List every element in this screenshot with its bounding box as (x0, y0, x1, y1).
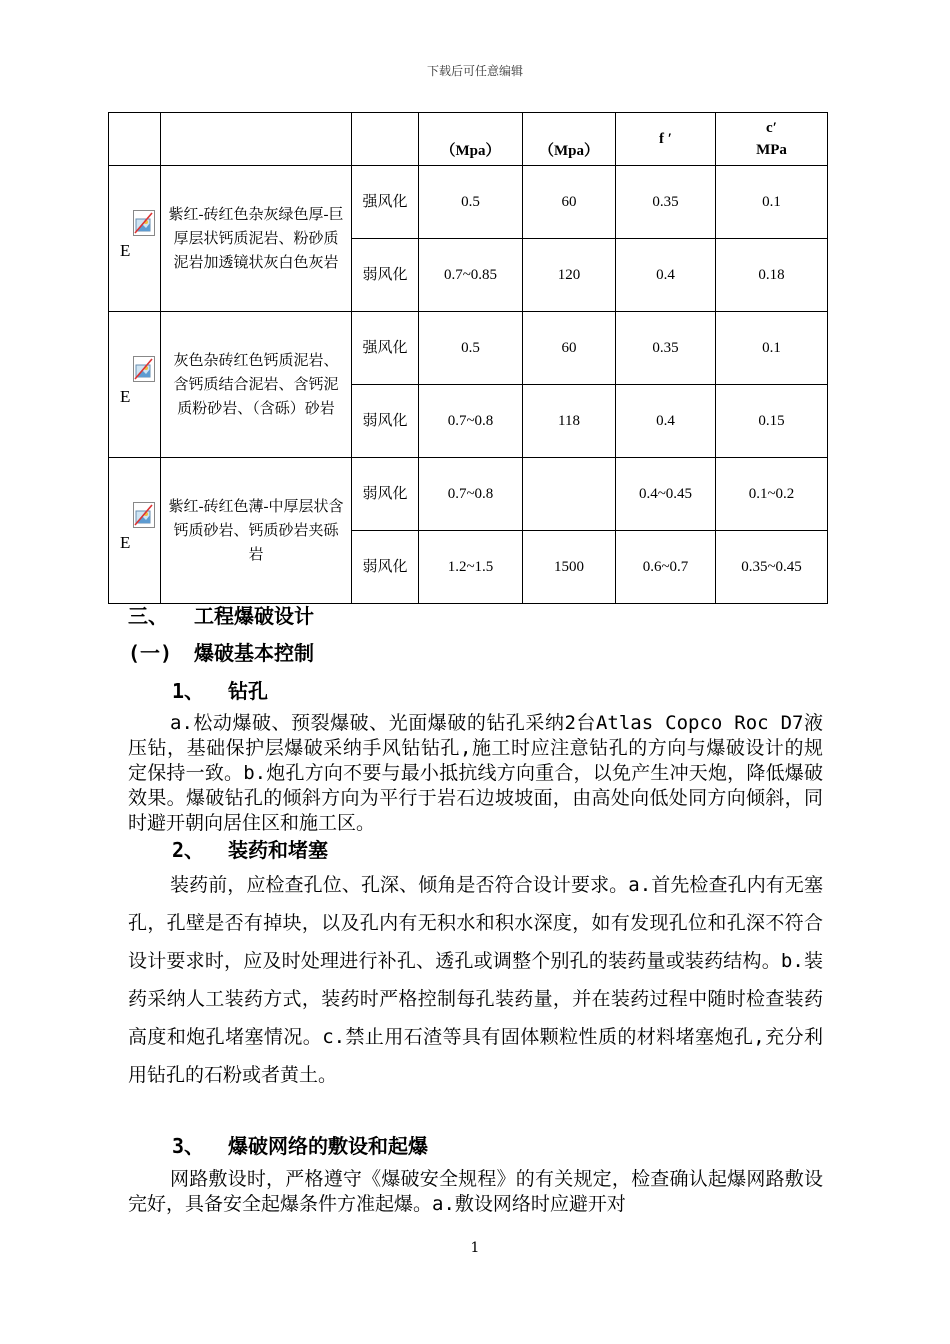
value-cell (523, 458, 616, 531)
value-cell: 0.7~0.8 (419, 458, 523, 531)
rock-code-cell (109, 166, 161, 312)
weathering-cell: 强风化 (352, 166, 419, 239)
page-number: 1 (470, 1240, 480, 1256)
value-cell: 1500 (523, 531, 616, 604)
section-heading: 三、 工程爆破设计 (128, 604, 314, 628)
value-cell: 0.18 (716, 239, 828, 312)
value-cell: 120 (523, 239, 616, 312)
value-cell: 0.35 (616, 312, 716, 385)
value-cell: 0.7~0.8 (419, 385, 523, 458)
value-cell: 0.6~0.7 (616, 531, 716, 604)
table-row (109, 458, 828, 531)
value-cell: 0.35 (616, 166, 716, 239)
table-row (109, 166, 828, 239)
value-cell: 0.5 (419, 166, 523, 239)
rock-code: E (120, 240, 131, 260)
lithology-description: 灰色杂砖红色钙质泥岩、含钙质结合泥岩、含钙泥质粉砂岩、（含砾）砂岩 (161, 312, 352, 458)
value-cell: 0.1 (716, 166, 828, 239)
rock-code-cell (109, 312, 161, 458)
broken-image-icon (133, 210, 155, 236)
value-cell: 60 (523, 312, 616, 385)
value-cell: 0.5 (419, 312, 523, 385)
rock-code: E (120, 532, 131, 552)
value-cell: 0.1 (716, 312, 828, 385)
rock-parameter-table (108, 112, 828, 604)
weathering-cell: 弱风化 (352, 531, 419, 604)
page-header-note: 下载后可任意编辑 (426, 64, 523, 78)
value-cell: 0.4 (616, 385, 716, 458)
rock-code: E (120, 386, 131, 406)
subsection-heading: (一) 爆破基本控制 (128, 641, 314, 665)
value-cell: 0.4 (616, 239, 716, 312)
value-cell: 118 (523, 385, 616, 458)
header-cell-friction: f ′ (616, 113, 716, 166)
header-cell-code (109, 113, 161, 166)
table-header-row (109, 113, 828, 166)
header-cell-mpa-2: （Mpa） (523, 113, 616, 166)
value-cell: 1.2~1.5 (419, 531, 523, 604)
header-cell-weathering (352, 113, 419, 166)
paragraph-drilling: a.松动爆破、预裂爆破、光面爆破的钻孔采纳2台Atlas Copco Roc D7液压钻，基础保护层爆破采纳手风钻钻孔,施工时应注意钻孔的方向与爆破设计的规定保持一致。b.炮孔方向不要与最小抵抗线方向重合，以免产生冲天炮，降低爆破效果。爆破钻孔的倾斜方向为平行于岩石边坡坡面，由高处向低处同方向倾斜，同时避开朝向居住区和施工区。 (128, 712, 823, 834)
lithology-description: 紫红-砖红色杂灰绿色厚-巨厚层状钙质泥岩、粉砂质泥岩加透镜状灰白色灰岩 (161, 166, 352, 312)
value-cell: 0.15 (716, 385, 828, 458)
header-cell-cohesion: c′ MPa (716, 113, 828, 166)
broken-image-icon (133, 356, 155, 382)
weathering-cell: 弱风化 (352, 385, 419, 458)
item-heading: 1、 钻孔 (172, 679, 268, 703)
table-row (109, 312, 828, 385)
paragraph-network: 网路敷设时，严格遵守《爆破安全规程》的有关规定，检查确认起爆网路敷设完好，具备安全起爆条件方准起爆。a.敷设网络时应避开对 (128, 1168, 823, 1215)
weathering-cell: 强风化 (352, 312, 419, 385)
rock-code-cell (109, 458, 161, 604)
broken-image-icon (133, 502, 155, 528)
paragraph-charging: 装药前，应检查孔位、孔深、倾角是否符合设计要求。a.首先检查孔内有无塞孔，孔壁是否有掉块，以及孔内有无积水和积水深度，如有发现孔位和孔深不符合设计要求时，应及时处理进行补孔、透孔或调整个别孔的装药量或装药结构。b.装药采纳人工装药方式，装药时严格控制每孔装药量，并在装药过程中随时检查装药高度和炮孔堵塞情况。c.禁止用石渣等具有固体颗粒性质的材料堵塞炮孔,充分利用钻孔的石粉或者黄土。 (128, 874, 823, 1086)
weathering-cell: 弱风化 (352, 458, 419, 531)
lithology-description: 紫红-砖红色薄-中厚层状含钙质砂岩、钙质砂岩夹砾岩 (161, 458, 352, 604)
header-cell-mpa-1: （Mpa） (419, 113, 523, 166)
value-cell: 0.4~0.45 (616, 458, 716, 531)
value-cell: 0.35~0.45 (716, 531, 828, 604)
item-heading: 3、 爆破网络的敷设和起爆 (172, 1134, 428, 1158)
weathering-cell: 弱风化 (352, 239, 419, 312)
value-cell: 60 (523, 166, 616, 239)
value-cell: 0.7~0.85 (419, 239, 523, 312)
item-heading: 2、 装药和堵塞 (172, 838, 328, 862)
header-cell-lithology (161, 113, 352, 166)
value-cell: 0.1~0.2 (716, 458, 828, 531)
